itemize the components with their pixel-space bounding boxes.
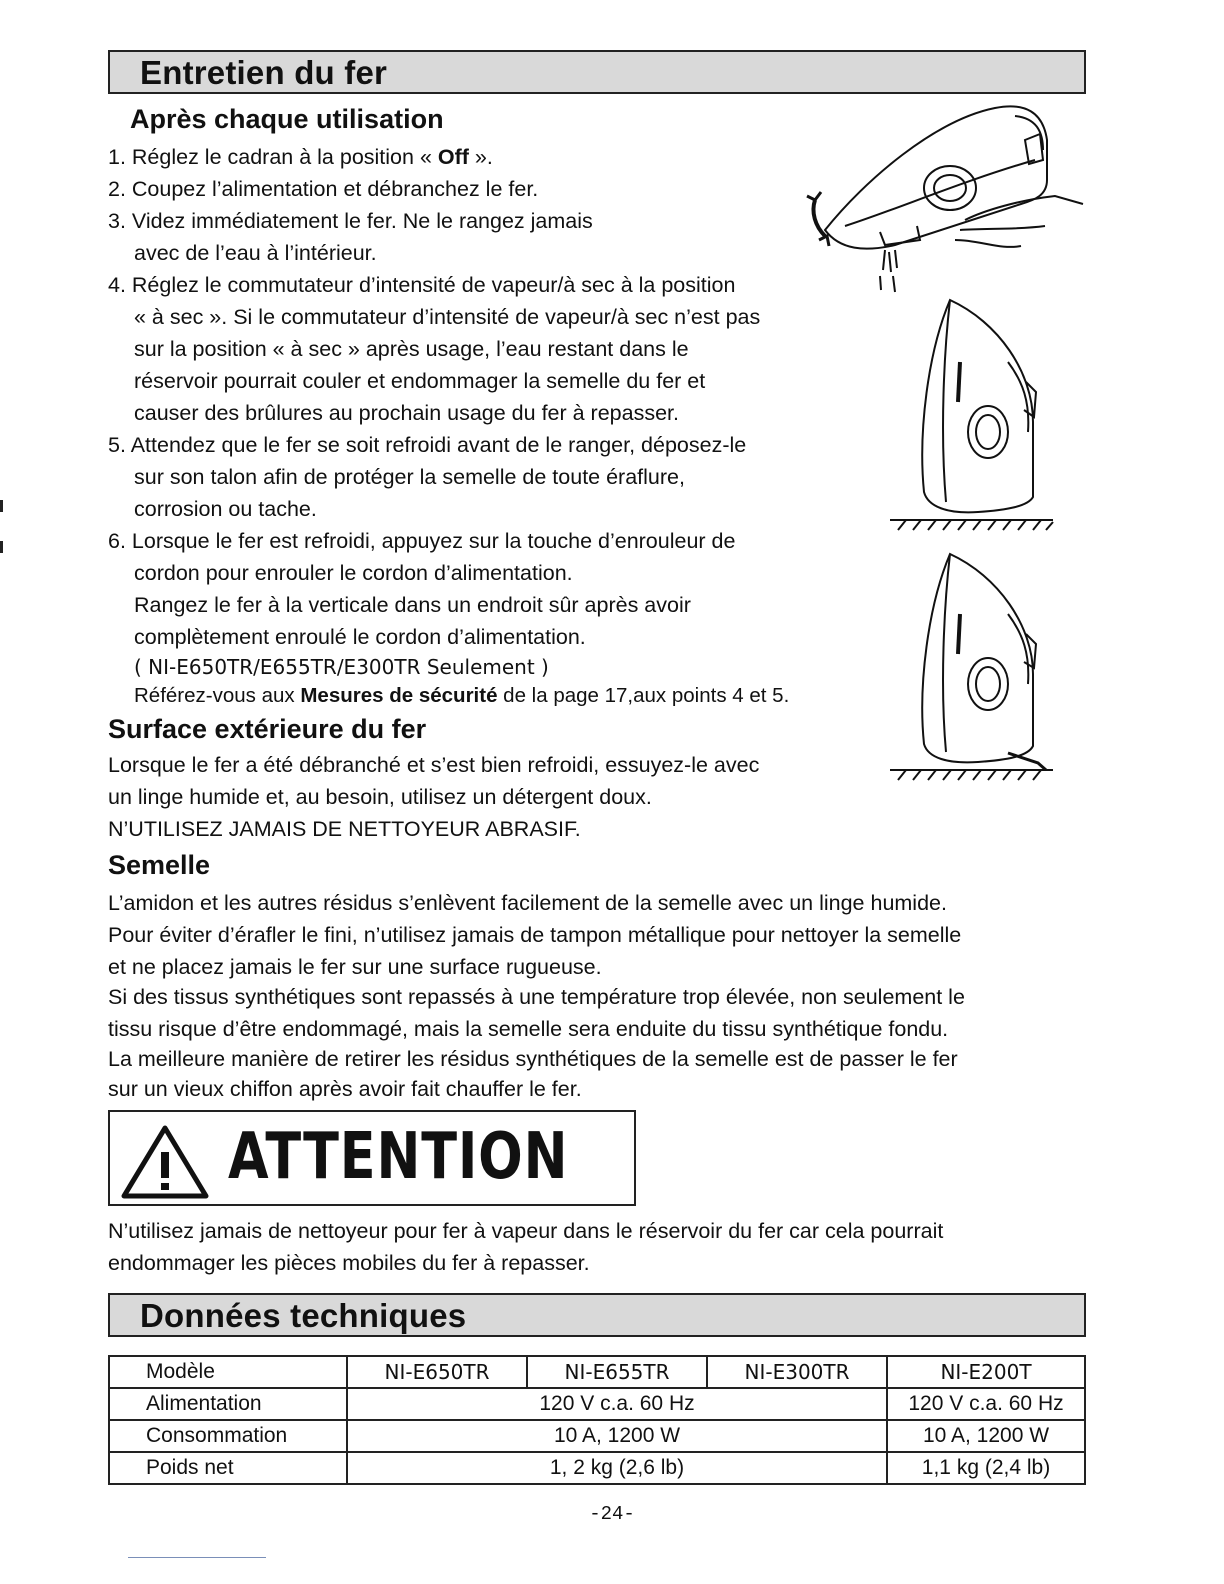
table-cell-value: 1,1 kg (2,4 lb) [887, 1452, 1085, 1484]
models-only-note: ( NI-E650TR/E655TR/E300TR Seulement ) [134, 655, 549, 679]
edge-mark [0, 500, 3, 512]
section-title: Données techniques [140, 1297, 467, 1334]
step-6-line-4: complètement enroulé le cordon d’alimentation. [134, 625, 586, 649]
step-6-line-3: Rangez le fer à la verticale dans un endroit sûr après avoir [134, 593, 691, 617]
soleplate-line-6: La meilleure manière de retirer les résidus synthétiques de la semelle est de passer le fer [108, 1047, 958, 1071]
table-row [109, 1420, 1085, 1452]
table-cell-value: 10 A, 1200 W [347, 1420, 887, 1452]
specs-table [108, 1355, 1086, 1485]
heading-soleplate: Semelle [108, 850, 211, 880]
attention-line-1: N’utilisez jamais de nettoyeur pour fer à vapeur dans le réservoir du fer car cela pourrait [108, 1219, 944, 1243]
soleplate-line-7: sur un vieux chiffon après avoir fait chauffer le fer. [108, 1077, 582, 1101]
step-6-line-2: cordon pour enrouler le cordon d’alimentation. [134, 561, 573, 585]
attention-word: ATTENTION [228, 1120, 569, 1194]
reference-suffix: de la page 17,aux points 4 et 5. [497, 684, 790, 707]
step-1-end: ». [474, 145, 493, 169]
step-3-line-1: 3. Videz immédiatement le fer. Ne le rangez jamais [108, 209, 593, 233]
iron-draining-illustration [785, 100, 1085, 310]
soleplate-line-3: et ne placez jamais le fer sur une surface rugueuse. [108, 955, 602, 979]
table-cell-value: 120 V c.a. 60 Hz [887, 1388, 1085, 1420]
safety-reference [134, 683, 789, 709]
step-5-line-3: corrosion ou tache. [134, 497, 317, 521]
attention-box [108, 1110, 636, 1206]
warning-triangle-icon [120, 1124, 210, 1200]
page-number: -24- [589, 1503, 635, 1525]
table-cell-label: Consommation [109, 1420, 347, 1452]
table-cell-model: NI-E300TR [707, 1356, 887, 1388]
step-4-line-2: « à sec ». Si le commutateur d’intensité de vapeur/à sec n’est pas [134, 305, 761, 329]
step-4-line-5: causer des brûlures au prochain usage du fer à repasser. [134, 401, 679, 425]
exterior-line-3: N’UTILISEZ JAMAIS DE NETTOYEUR ABRASIF. [108, 817, 581, 841]
table-cell-model: NI-E200T [887, 1356, 1085, 1388]
table-cell-model: NI-E655TR [527, 1356, 707, 1388]
soleplate-line-2: Pour éviter d’érafler le fini, n’utilisez jamais de tampon métallique pour nettoyer la semelle [108, 923, 962, 947]
soleplate-line-1: L’amidon et les autres résidus s’enlèvent facilement de la semelle avec un linge humide. [108, 891, 947, 915]
table-cell-value: 120 V c.a. 60 Hz [347, 1388, 887, 1420]
step-1 [108, 144, 493, 170]
step-1-text: 1. Réglez le cadran à la position « [108, 145, 432, 169]
step-6-line-1: 6. Lorsque le fer est refroidi, appuyez sur la touche d’enrouleur de [108, 529, 736, 553]
step-5-line-1: 5. Attendez que le fer se soit refroidi avant de le ranger, déposez-le [108, 433, 747, 457]
exterior-line-2: un linge humide et, au besoin, utilisez un détergent doux. [108, 785, 652, 809]
reference-prefix: Référez-vous aux [134, 684, 301, 707]
soleplate-line-5: tissu risque d’être endommagé, mais la semelle sera enduite du tissu synthétique fondu. [108, 1017, 949, 1041]
table-row [109, 1356, 1085, 1388]
heading-exterior: Surface extérieure du fer [108, 714, 427, 744]
section-header-maintenance [108, 50, 1086, 94]
footer-rule [128, 1557, 266, 1558]
table-cell-value: 10 A, 1200 W [887, 1420, 1085, 1452]
table-cell-value: 1, 2 kg (2,6 lb) [347, 1452, 887, 1484]
heading-after-use: Après chaque utilisation [130, 104, 444, 134]
edge-mark [0, 541, 3, 553]
step-5-line-2: sur son talon afin de protéger la semelle de toute éraflure, [134, 465, 685, 489]
exterior-line-1: Lorsque le fer a été débranché et s’est bien refroidi, essuyez-le avec [108, 753, 760, 777]
section-title: Entretien du fer [140, 54, 388, 91]
iron-on-heel-illustration [888, 292, 1058, 537]
step-4-line-4: réservoir pourrait couler et endommager la semelle du fer et [134, 369, 706, 393]
soleplate-line-4: Si des tissus synthétiques sont repassés à une température trop élevée, non seulement le [108, 985, 965, 1009]
step-2: 2. Coupez l’alimentation et débranchez le fer. [108, 177, 539, 201]
step-4-line-3: sur la position « à sec » après usage, l’eau restant dans le [134, 337, 689, 361]
attention-line-2: endommager les pièces mobiles du fer à repasser. [108, 1251, 590, 1275]
step-4-line-1: 4. Réglez le commutateur d’intensité de vapeur/à sec à la position [108, 273, 736, 297]
iron-stored-illustration [888, 548, 1058, 788]
table-row [109, 1452, 1085, 1484]
table-cell-model: NI-E650TR [347, 1356, 527, 1388]
table-cell-label: Modèle [109, 1356, 347, 1388]
section-header-specs [108, 1293, 1086, 1337]
table-cell-label: Alimentation [109, 1388, 347, 1420]
step-1-off: Off [437, 145, 469, 169]
reference-bold: Mesures de sécurité [300, 684, 498, 707]
table-cell-label: Poids net [109, 1452, 347, 1484]
table-row [109, 1388, 1085, 1420]
step-3-line-2: avec de l’eau à l’intérieur. [134, 241, 377, 265]
